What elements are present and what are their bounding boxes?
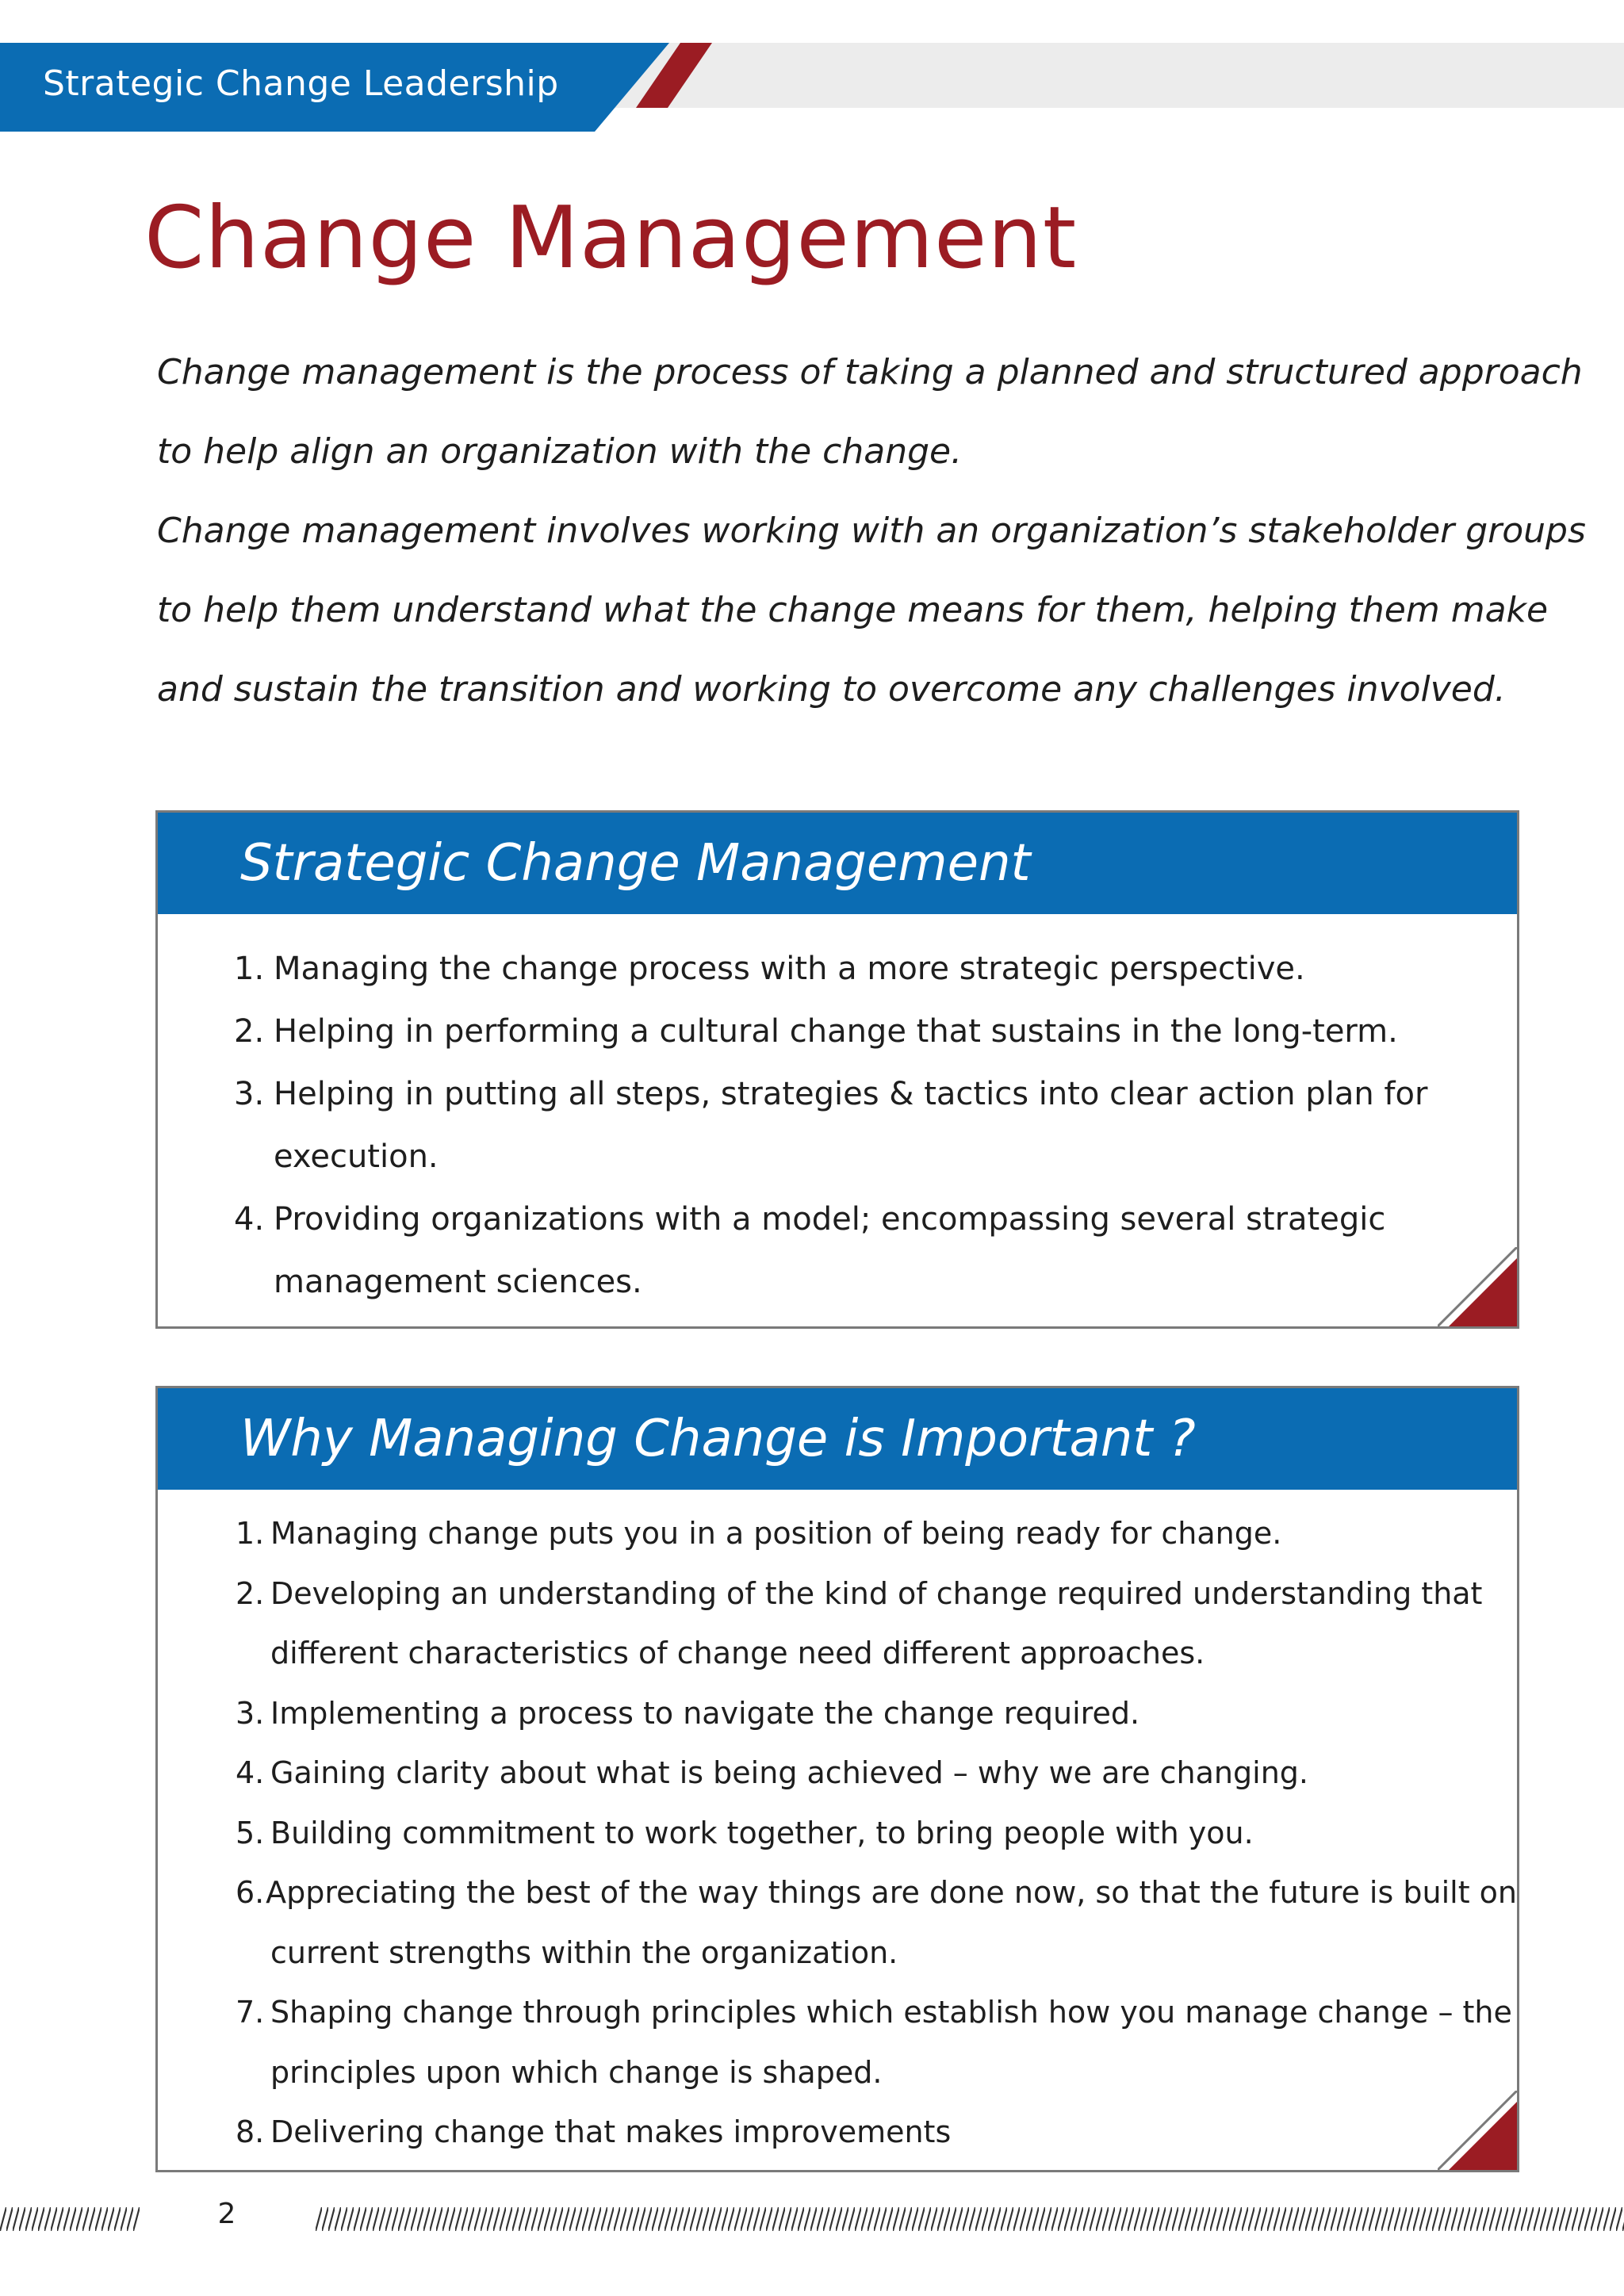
item-text: Providing organizations with a model; encompassing several strategic xyxy=(274,1201,1386,1238)
list-item-continuation xyxy=(236,1624,1517,1684)
strategic-change-list xyxy=(158,914,1517,1314)
list-item xyxy=(234,1188,1517,1251)
item-number: 8. xyxy=(236,2114,265,2149)
list-item xyxy=(236,1564,1517,1624)
item-number: 4. xyxy=(234,1201,265,1238)
list-item xyxy=(236,1804,1517,1864)
panel-header xyxy=(158,813,1517,914)
item-text: management sciences. xyxy=(274,1264,642,1300)
list-item xyxy=(236,1983,1517,2043)
item-number: 7. xyxy=(236,1995,265,2030)
why-managing-change-panel xyxy=(155,1386,1519,2172)
item-number: 2. xyxy=(236,1575,265,1611)
list-item-continuation xyxy=(236,2043,1517,2103)
intro-line: to help them understand what the change means for them, helping them make xyxy=(157,590,1549,630)
page-title: Change Management xyxy=(144,189,1078,288)
item-number: 6. xyxy=(236,1875,265,1910)
item-text: current strengths within the organization. xyxy=(270,1934,898,1970)
list-item xyxy=(236,1684,1517,1744)
corner-triangle-icon xyxy=(1438,2091,1517,2170)
list-item-continuation xyxy=(236,1923,1517,1984)
intro-paragraph xyxy=(157,333,1586,729)
item-number: 2. xyxy=(234,1013,265,1050)
list-item xyxy=(236,2103,1517,2163)
item-number: 1. xyxy=(234,951,265,987)
panel-title: Why Managing Change is Important ? xyxy=(240,1410,1196,1468)
footer-hatch-left xyxy=(0,2207,140,2231)
item-text: Managing the change process with a more strategic perspective. xyxy=(274,951,1305,987)
item-number xyxy=(236,1923,270,1984)
item-number: 1. xyxy=(236,1516,265,1551)
list-item xyxy=(234,1063,1517,1126)
item-text: Managing change puts you in a position of being ready for change. xyxy=(270,1516,1282,1551)
item-number xyxy=(234,1126,274,1188)
list-item xyxy=(236,1504,1517,1564)
item-text: execution. xyxy=(274,1138,439,1175)
item-number: 5. xyxy=(236,1815,265,1850)
item-text: Helping in performing a cultural change that sustains in the long-term. xyxy=(274,1013,1398,1050)
why-managing-change-list xyxy=(158,1490,1517,2163)
intro-line: Change management is the process of taking a planned and structured approach xyxy=(157,352,1583,392)
item-text: Delivering change that makes improvements xyxy=(270,2114,952,2149)
section-label: Strategic Change Leadership xyxy=(43,63,559,104)
intro-line: and sustain the transition and working to overcome any challenges involved. xyxy=(157,669,1506,710)
item-number xyxy=(236,1624,270,1684)
intro-line: Change management involves working with an organization’s stakeholder groups xyxy=(157,511,1586,551)
list-item xyxy=(236,1743,1517,1804)
list-item xyxy=(236,1863,1517,1923)
panel-title: Strategic Change Management xyxy=(240,834,1031,893)
page-number: 2 xyxy=(217,2198,236,2230)
list-item xyxy=(234,1001,1517,1063)
item-number: 3. xyxy=(234,1076,265,1112)
list-item-continuation xyxy=(234,1126,1517,1188)
list-item-continuation xyxy=(234,1251,1517,1314)
item-text: Shaping change through principles which establish how you manage change – the xyxy=(270,1995,1512,2030)
item-text: different characteristics of change need different approaches. xyxy=(270,1636,1205,1670)
corner-triangle-icon xyxy=(1438,1247,1517,1326)
item-text: Implementing a process to navigate the change required. xyxy=(270,1695,1140,1731)
item-number: 4. xyxy=(236,1755,265,1790)
item-text: Developing an understanding of the kind of change required understanding that xyxy=(270,1575,1483,1611)
panel-header xyxy=(158,1388,1517,1490)
item-text: Gaining clarity about what is being achieved – why we are changing. xyxy=(270,1755,1308,1790)
item-text: principles upon which change is shaped. xyxy=(270,2054,883,2090)
item-text: Helping in putting all steps, strategies & tactics into clear action plan for xyxy=(274,1076,1428,1112)
item-number: 3. xyxy=(236,1695,265,1731)
item-number xyxy=(234,1251,274,1314)
item-number xyxy=(236,2043,270,2103)
intro-line: to help align an organization with the change. xyxy=(157,431,963,472)
item-text: Appreciating the best of the way things are done now, so that the future is built on xyxy=(266,1875,1517,1910)
strategic-change-panel xyxy=(155,810,1519,1329)
item-text: Building commitment to work together, to bring people with you. xyxy=(270,1815,1254,1850)
footer-hatch-right xyxy=(316,2207,1624,2231)
list-item xyxy=(234,938,1517,1001)
